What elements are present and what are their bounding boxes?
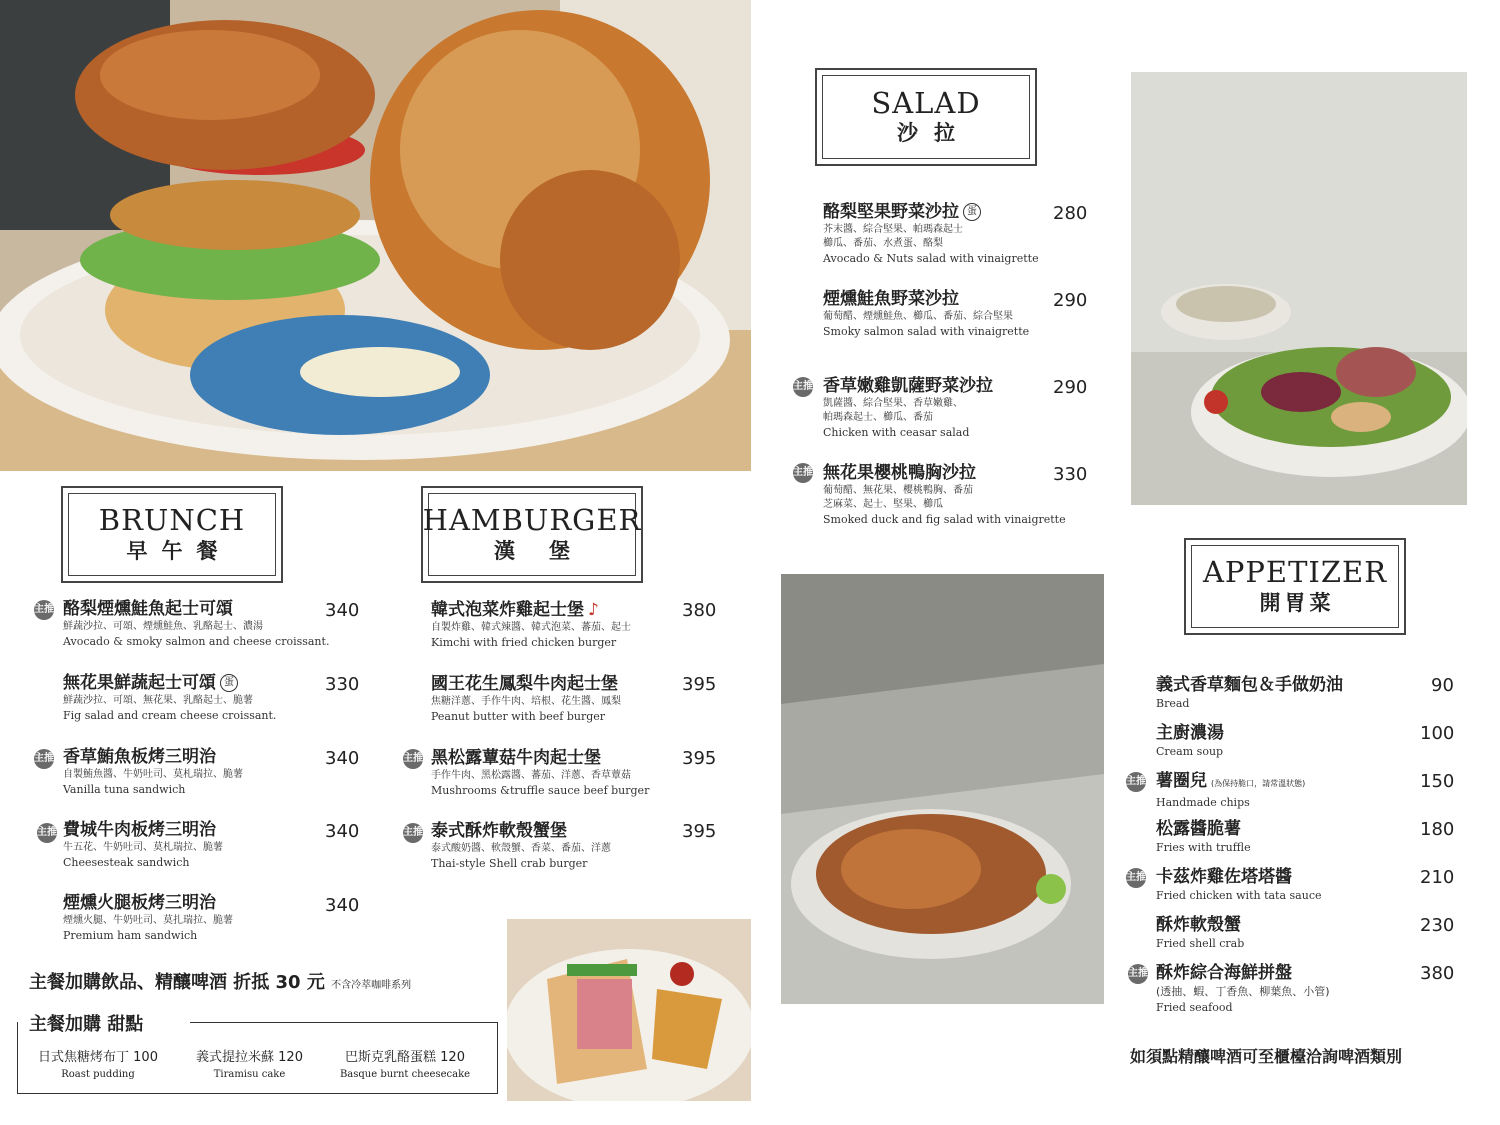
- item-name: 無花果鮮蔬起士可頌: [63, 673, 216, 693]
- item-price: 340: [325, 821, 360, 842]
- hamburger-item: [431, 673, 621, 724]
- item-price: 180: [1420, 819, 1455, 840]
- item-price: 280: [1053, 203, 1088, 224]
- dessert-price: 120: [278, 1050, 303, 1065]
- item-english: Fried chicken with tata sauce: [1156, 889, 1322, 902]
- item-name: 煙燻鮭魚野菜沙拉: [823, 289, 959, 309]
- item-price: 395: [682, 748, 717, 769]
- salad-photo: [1131, 72, 1467, 505]
- chili-icon: ♪: [588, 600, 599, 620]
- item-desc: 泰式酸奶醬、軟殼蟹、香菜、番茄、洋蔥: [431, 843, 611, 854]
- item-english: Avocado & smoky salmon and cheese croissant.: [63, 635, 330, 648]
- item-price: 210: [1420, 867, 1455, 888]
- brunch-item: [63, 819, 223, 870]
- item-price: 290: [1053, 377, 1088, 398]
- item-name: 香草鮪魚板烤三明治: [63, 747, 216, 767]
- appetizer-title-zh: 開胃菜: [1259, 590, 1335, 615]
- appetizer-item: [1156, 866, 1321, 903]
- item-desc: 自製炸雞、韓式辣醬、韓式泡菜、蕃茄、起士: [431, 622, 631, 633]
- item-price: 340: [325, 895, 360, 916]
- dessert-item: [330, 1046, 480, 1080]
- recommended-badge: 主推: [403, 823, 423, 843]
- item-desc: 鮮蔬沙拉、可頌、煙燻鮭魚、乳酪起士、濃湯: [63, 621, 263, 632]
- dessert-price: 120: [440, 1050, 465, 1065]
- item-price: 100: [1420, 723, 1455, 744]
- hamburger-title-en: HAMBURGER: [422, 503, 642, 538]
- item-english: Cream soup: [1156, 745, 1224, 758]
- recommended-badge: 主推: [793, 463, 813, 483]
- item-desc: 帕瑪森起士、櫛瓜、番茄: [823, 412, 933, 423]
- dessert-english: Basque burnt cheesecake: [339, 1069, 471, 1080]
- recommended-badge: 主推: [1126, 772, 1146, 792]
- item-price: 395: [682, 674, 717, 695]
- appetizer-item: [1156, 914, 1244, 951]
- item-english: Thai-style Shell crab burger: [431, 857, 588, 870]
- item-price: 340: [325, 748, 360, 769]
- appetizer-item: [1156, 770, 1305, 810]
- recommended-badge: 主推: [403, 749, 423, 769]
- item-desc: 凱薩醬、綜合堅果、香草嫩雞、: [823, 398, 963, 409]
- item-english: Kimchi with fried chicken burger: [431, 636, 617, 649]
- craft-beer-note: 如須點精釀啤酒可至櫃檯洽詢啤酒類別: [1130, 1047, 1403, 1066]
- dessert-price: 100: [133, 1050, 158, 1065]
- item-desc: 煙燻火腿、牛奶吐司、莫扎瑞拉、脆薯: [63, 915, 233, 926]
- item-name: 松露醬脆薯: [1156, 819, 1241, 839]
- item-english: Smoked duck and fig salad with vinaigrette: [823, 513, 1066, 526]
- item-name: 薯圈兒: [1156, 771, 1207, 791]
- appetizer-item: [1156, 962, 1330, 1015]
- item-name: 香草嫩雞凱薩野菜沙拉: [823, 376, 993, 396]
- item-english: Avocado & Nuts salad with vinaigrette: [823, 252, 1039, 265]
- item-english: Fig salad and cream cheese croissant.: [63, 709, 277, 722]
- hamburger-header: [421, 486, 643, 583]
- sandwich-photo: [507, 919, 751, 1101]
- item-price: 150: [1420, 771, 1455, 792]
- item-english: Smoky salmon salad with vinaigrette: [823, 325, 1030, 338]
- recommended-badge: 主推: [1126, 868, 1146, 888]
- item-price: 380: [682, 600, 717, 621]
- egg-veg-icon: 蛋: [220, 674, 238, 692]
- item-name: 黑松露蕈菇牛肉起士堡: [431, 748, 601, 768]
- item-name: 酪梨堅果野菜沙拉: [823, 202, 959, 222]
- item-desc: 焦糖洋蔥、手作牛肉、培根、花生醬、鳳梨: [431, 696, 621, 707]
- brunch-title-zh: 早午餐: [126, 538, 232, 563]
- item-english: Peanut butter with beef burger: [431, 710, 606, 723]
- item-price: 330: [325, 674, 360, 695]
- item-price: 290: [1053, 290, 1088, 311]
- salad-item: [823, 201, 1039, 266]
- recommended-badge: 主推: [34, 600, 54, 620]
- item-desc: 葡萄醋、無花果、櫻桃鴨胸、番茄: [823, 485, 973, 496]
- item-price: 230: [1420, 915, 1455, 936]
- item-english: Chicken with ceasar salad: [823, 426, 970, 439]
- salad-header: [815, 68, 1037, 166]
- item-desc: 櫛瓜、番茄、水煮蛋、酪梨: [823, 238, 943, 249]
- item-price: 90: [1431, 675, 1454, 696]
- dessert-item: [182, 1046, 317, 1080]
- drink-discount-note: [29, 968, 411, 994]
- recommended-badge: 主推: [1128, 964, 1148, 984]
- brunch-item: [63, 746, 243, 797]
- drink-note-small: 不含冷萃咖啡系列: [331, 980, 412, 991]
- item-note: (為保持脆口，請常溫狀態): [1211, 779, 1306, 788]
- salad-title-en: SALAD: [871, 85, 981, 120]
- brunch-title-en: BRUNCH: [98, 503, 246, 538]
- appetizer-item: [1156, 722, 1224, 759]
- dessert-name: 日式焦糖烤布丁: [38, 1050, 130, 1065]
- item-english: Mushrooms &truffle sauce beef burger: [431, 784, 650, 797]
- dessert-name: 義式提拉米蘇: [196, 1050, 275, 1065]
- item-desc: 自製鮪魚醬、牛奶吐司、莫札瑞拉、脆薯: [63, 769, 243, 780]
- salad-item: [823, 462, 1066, 527]
- item-english: Vanilla tuna sandwich: [63, 783, 186, 796]
- item-name: 韓式泡菜炸雞起士堡: [431, 600, 584, 620]
- salad-item: [823, 375, 993, 440]
- brunch-header: [61, 486, 283, 583]
- hamburger-item: [431, 747, 649, 798]
- burger-photo: [0, 0, 751, 471]
- item-desc: 牛五花、牛奶吐司、莫札瑞拉、脆薯: [63, 842, 223, 853]
- dessert-item: [28, 1046, 168, 1080]
- hamburger-item: [431, 599, 631, 650]
- item-english: Bread: [1156, 697, 1190, 710]
- item-desc: (透抽、蝦、丁香魚、柳葉魚、小管): [1156, 985, 1330, 998]
- recommended-badge: 主推: [793, 377, 813, 397]
- item-name: 無花果櫻桃鴨胸沙拉: [823, 463, 976, 483]
- item-name: 費城牛肉板烤三明治: [63, 820, 216, 840]
- item-english: Fried seafood: [1156, 1001, 1233, 1014]
- item-name: 泰式酥炸軟殼蟹堡: [431, 821, 567, 841]
- item-english: Fried shell crab: [1156, 937, 1245, 950]
- dessert-name: 巴斯克乳酪蛋糕: [345, 1050, 437, 1065]
- brunch-item: [63, 598, 329, 649]
- item-desc: 手作牛肉、黑松露醬、蕃茄、洋蔥、香草蕈菇: [431, 770, 631, 781]
- item-english: Premium ham sandwich: [63, 929, 198, 942]
- item-price: 380: [1420, 963, 1455, 984]
- item-name: 國王花生鳳梨牛肉起士堡: [431, 674, 618, 694]
- item-price: 330: [1053, 464, 1088, 485]
- seafood-photo: [781, 574, 1104, 1004]
- salad-title-zh: 沙拉: [897, 121, 971, 146]
- item-english: Handmade chips: [1156, 796, 1250, 809]
- dessert-english: Tiramisu cake: [213, 1069, 286, 1080]
- item-english: Cheesesteak sandwich: [63, 856, 190, 869]
- appetizer-header: [1184, 538, 1406, 635]
- item-desc: 芝麻菜、起士、堅果、櫛瓜: [823, 499, 943, 510]
- item-desc: 芥末醬、綜合堅果、帕瑪森起士: [823, 224, 963, 235]
- salad-item: [823, 288, 1029, 339]
- item-price: 340: [325, 600, 360, 621]
- item-price: 395: [682, 821, 717, 842]
- item-name: 酥炸軟殼蟹: [1156, 915, 1241, 935]
- appetizer-item: [1156, 674, 1343, 711]
- brunch-item: [63, 672, 276, 723]
- item-name: 主廚濃湯: [1156, 723, 1224, 743]
- appetizer-item: [1156, 818, 1251, 855]
- egg-veg-icon: 蛋: [963, 203, 981, 221]
- item-english: Fries with truffle: [1156, 841, 1251, 854]
- drink-note-main: 主餐加購飲品、精釀啤酒 折抵 30 元: [29, 972, 325, 993]
- hamburger-title-zh: 漢堡: [494, 538, 604, 563]
- item-name: 煙燻火腿板烤三明治: [63, 893, 216, 913]
- item-name: 卡茲炸雞佐塔塔醬: [1156, 867, 1292, 887]
- recommended-badge: 主推: [34, 749, 54, 769]
- item-name: 酪梨煙燻鮭魚起士可頌: [63, 599, 233, 619]
- recommended-badge: 主推: [37, 823, 57, 843]
- dessert-box-left-edge: [17, 1040, 18, 1094]
- hamburger-item: [431, 820, 611, 871]
- item-desc: 葡萄醋、煙燻鮭魚、櫛瓜、番茄、綜合堅果: [823, 311, 1013, 322]
- item-name: 酥炸綜合海鮮拼盤: [1156, 963, 1292, 983]
- item-desc: 鮮蔬沙拉、可頌、無花果、乳酪起士、脆薯: [63, 695, 253, 706]
- appetizer-title-en: APPETIZER: [1202, 555, 1388, 590]
- dessert-title: 主餐加購 甜點: [29, 1014, 144, 1035]
- brunch-item: [63, 892, 233, 943]
- dessert-english: Roast pudding: [61, 1069, 135, 1080]
- item-name: 義式香草麵包＆手做奶油: [1156, 675, 1343, 695]
